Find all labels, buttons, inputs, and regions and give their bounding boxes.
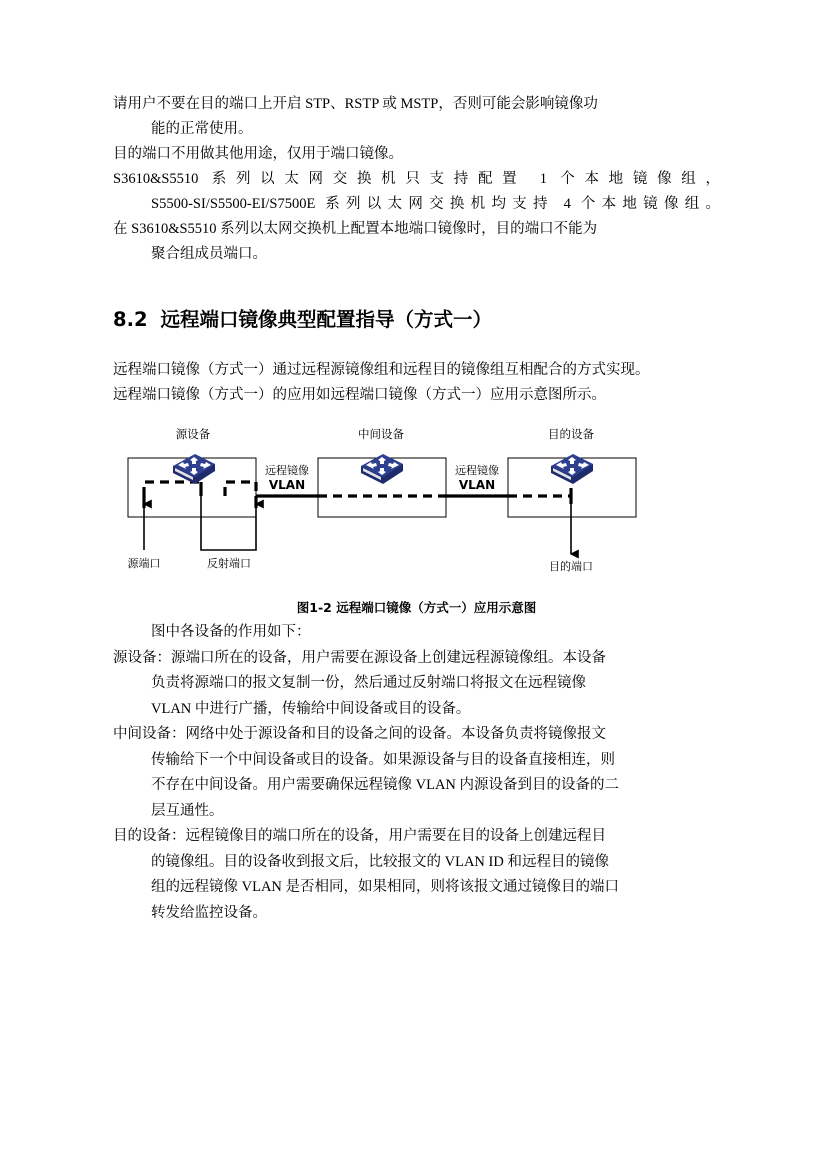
destination-device-description	[113, 824, 720, 926]
note-2-line-1: 目的端口不用做其他用途，仅用于端口镜像。	[113, 146, 403, 162]
note-3-line-2: S5500-SI/S5500-EI/S7500E 系列以太网交换机均支持 4 个本地镜像组。	[151, 196, 720, 212]
label-right-vlan-line1: 远程镜像	[455, 465, 499, 477]
middle-desc-line-3: 不存在中间设备。用户需要确保远程镜像 VLAN 内源设备到目的设备的二	[151, 777, 620, 793]
body-lead: 图中各设备的作用如下：	[151, 624, 311, 640]
label-reflector-port: 反射端口	[207, 558, 251, 570]
dest-desc-line-1: 目的设备：远程镜像目的端口所在的设备，用户需要在目的设备上创建远程目	[113, 828, 606, 844]
label-destination-device: 目的设备	[548, 429, 594, 441]
label-right-vlan-line2: VLAN	[458, 478, 496, 492]
intro-line-2: 远程端口镜像（方式一）的应用如远程端口镜像（方式一）应用示意图所示。	[113, 387, 606, 403]
note-3-line-1: S3610&S5510 系列以太网交换机只支持配置 1 个本地镜像组，	[113, 171, 720, 187]
label-left-vlan-line1: 远程镜像	[265, 465, 309, 477]
note-item-2	[113, 142, 720, 167]
intro-paragraph	[113, 358, 720, 408]
source-desc-line-3: VLAN 中进行广播，传输给中间设备或目的设备。	[151, 700, 471, 717]
section-number: 8.2	[113, 308, 148, 331]
section-title: 远程端口镜像典型配置指导（方式一）	[160, 308, 493, 331]
note-4-line-2: 聚合组成员端口。	[151, 246, 267, 262]
dest-desc-line-3: 组的远程镜像 VLAN 是否相同，如果相同，则将该报文通过镜像目的端口	[151, 879, 620, 895]
label-source-device: 源设备	[175, 429, 211, 441]
source-desc-line-1: 源设备：源端口所在的设备，用户需要在源设备上创建远程源镜像组。本设备	[113, 649, 606, 666]
dest-desc-line-4: 转发给监控设备。	[151, 904, 267, 921]
figure-caption: 图1-2 远程端口镜像（方式一）应用示意图	[296, 600, 537, 615]
note-4-line-1: 在 S3610&S5510 系列以太网交换机上配置本地端口镜像时，目的端口不能为	[113, 221, 598, 237]
label-destination-port: 目的端口	[549, 561, 593, 573]
section-heading	[113, 304, 720, 332]
middle-device-description	[113, 722, 720, 824]
reflector-port-connector	[201, 504, 256, 550]
note-1-line-2: 能的正常使用。	[151, 121, 253, 137]
label-left-vlan-line2: VLAN	[268, 478, 306, 492]
page-content	[113, 92, 720, 926]
note-item-3	[113, 167, 720, 217]
label-middle-device: 中间设备	[358, 429, 404, 441]
source-device-description	[113, 646, 720, 723]
notes-list	[113, 92, 720, 267]
note-1-line-1: 请用户不要在目的端口上开启 STP、RSTP 或 MSTP，否则可能会影响镜像功	[113, 96, 598, 112]
note-item-1	[113, 92, 720, 142]
source-dashed-left-leg	[144, 482, 201, 496]
middle-desc-line-4: 层互通性。	[151, 802, 224, 819]
network-diagram	[113, 426, 720, 615]
note-item-4	[113, 217, 720, 267]
middle-desc-line-2: 传输给下一个中间设备或目的设备。如果源设备与目的设备直接相连，则	[151, 751, 615, 768]
label-source-port: 源端口	[127, 558, 161, 570]
intro-line-1: 远程端口镜像（方式一）通过远程源镜像组和远程目的镜像组互相配合的方式实现。	[113, 362, 650, 378]
dest-desc-line-2: 的镜像组。目的设备收到报文后，比较报文的 VLAN ID 和远程目的镜像	[151, 853, 609, 870]
middle-desc-line-1: 中间设备：网络中处于源设备和目的设备之间的设备。本设备负责将镜像报文	[113, 726, 606, 742]
source-dashed-right-leg	[225, 482, 256, 496]
source-desc-line-2: 负责将源端口的报文复制一份，然后通过反射端口将报文在远程镜像	[151, 675, 586, 691]
